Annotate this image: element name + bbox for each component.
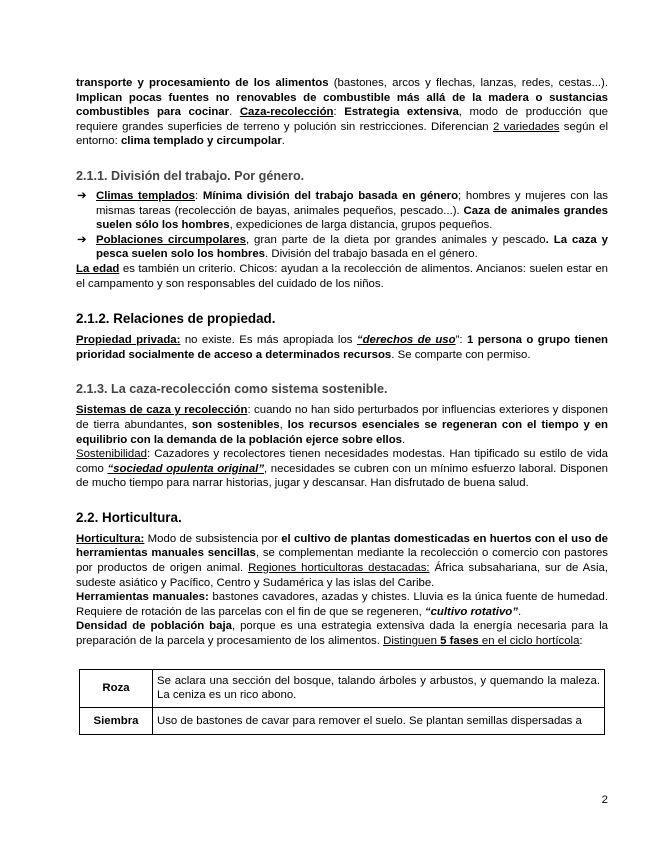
- table-row: [80, 669, 605, 707]
- sistemas-bold-c: son sostenibles: [191, 418, 280, 431]
- horticultura-text-d: , se complementan mediante la recolección o comercio con pastores por productos de origen animal.: [76, 547, 608, 575]
- herramientas-paragraph: [76, 590, 608, 619]
- list-item-climas-templados: [76, 189, 608, 233]
- list-item-poblaciones-circumpolares: [76, 233, 608, 262]
- item2-bold-c: . La caza y pesca suelen solo los hombres: [96, 233, 609, 261]
- propiedad-bold-e: 1 persona o grupo tienen prioridad socialmente de acceso a determinados recursos: [76, 334, 608, 361]
- propiedad-text-d: ”:: [455, 334, 467, 347]
- item2-text-d: . División del trabajo basada en el género.: [265, 248, 478, 261]
- horticultura-text-f: África subsahariana, sur de Asia, sudeste asiático y Pacífico, Centro y Sudamérica y las islas del Caribe.: [76, 562, 608, 589]
- horticultura-label: Horticultura:: [76, 532, 145, 545]
- intro-caza-recoleccion: Caza-recolección: [239, 106, 334, 119]
- intro-bold-3: Implican pocas fuentes no renovables de combustible más allá de la madera o sustancias combustibles para cocinar: [76, 91, 608, 119]
- item1-text-b: :: [194, 189, 203, 202]
- heading-2-1-1: 2.1.1. División del trabajo. Por género.: [76, 168, 305, 183]
- distinguen-text: Distinguen: [383, 635, 441, 648]
- horticultura-paragraph: [76, 532, 608, 590]
- densidad-text-f: :: [579, 635, 583, 648]
- phase-cell: Siembra: [80, 707, 153, 735]
- densidad-label: Densidad de población baja: [76, 620, 232, 633]
- cinco-fases: 5 fases: [440, 635, 479, 648]
- page-number: 2: [601, 794, 608, 806]
- item2-text-b: , gran parte de la dieta por grandes animales y pescado: [245, 233, 546, 246]
- heading-2-2: 2.2. Horticultura.: [76, 509, 182, 525]
- sistemas-bold-e: los recursos esenciales se regeneran con el tiempo y en equilibrio con la demanda de la población ejerce sobre ellos: [76, 418, 608, 446]
- densidad-text-b: , porque es una estrategia extensiva dada la energía necesaria para la preparación de la parcela y procesamiento de los alimentos.: [76, 620, 609, 648]
- propiedad-text-f: . Se comparte con permiso.: [391, 348, 531, 361]
- intro-text-4: .: [229, 106, 240, 119]
- arrow-right-icon: ➔: [77, 189, 87, 202]
- document-page: [76, 76, 608, 735]
- sostenibilidad-label: Sostenibilidad: [76, 448, 147, 461]
- intro-bold-1: transporte y procesamiento de los alimentos: [76, 77, 329, 89]
- sostenibilidad-text-d: , necesidades se cubren con un mínimo esfuerzo laboral. Disponen de mucho tiempo para narrar historias, jugar y descansar. Han disfrutado de buena salud.: [76, 462, 608, 490]
- densidad-paragraph: [76, 619, 608, 648]
- sistemas-text-d: ,: [279, 418, 288, 431]
- poblaciones-circumpolares-label: Poblaciones circumpolares: [96, 233, 246, 246]
- herramientas-text-b: bastones cavadores, azadas y chistes. Lluvia es la única fuente de humedad. Requiere de rotación de las parcelas con el fin de que se regeneren,: [76, 591, 608, 618]
- ciclo-horticola: en el ciclo hortícola: [478, 635, 580, 648]
- sistemas-text-b: : cuando no han sido perturbados por influencias exteriores y disponen de tierra abundantes,: [76, 404, 608, 431]
- horticultura-text-b: Modo de subsistencia por: [144, 532, 282, 545]
- regiones-label: Regiones horticultoras destacadas:: [248, 562, 430, 575]
- intro-text-6: :: [333, 106, 345, 119]
- item1-bold-c: Mínima división del trabajo basada en género: [202, 189, 459, 202]
- la-edad-label: La edad: [76, 262, 120, 275]
- phase-desc-cell: Se aclara una sección del bosque, talando árboles y arbustos, y quemando la maleza. La ceniza es un rico abono.: [153, 669, 605, 707]
- edad-paragraph: [76, 262, 608, 291]
- horticultura-bold-c: el cultivo de plantas domesticadas en huertos con el uso de herramientas manuales sencillas: [76, 532, 608, 560]
- cultivo-rotativo: “cultivo rotativo”: [424, 605, 518, 618]
- intro-clima: clima templado y circumpolar: [120, 135, 282, 148]
- phase-desc-cell: Uso de bastones de cavar para remover el suelo. Se plantan semillas dispersadas a: [153, 707, 605, 735]
- intro-text-12: .: [281, 135, 285, 148]
- sistemas-label: Sistemas de caza y recolección: [76, 404, 248, 417]
- intro-2-variedades: 2 variedades: [493, 120, 560, 133]
- intro-text-2: (bastones, arcos y flechas, lanzas, redes, cestas...).: [328, 77, 608, 89]
- intro-text-8: , modo de producción que requiere grandes superficies de terreno y polución sin restricciones. Diferencian: [76, 106, 608, 133]
- derechos-de-uso: “derechos de uso: [356, 334, 456, 347]
- climas-templados-label: Climas templados: [96, 189, 195, 202]
- sociedad-opulenta: “sociedad opulenta original”: [107, 462, 265, 475]
- sistemas-paragraph: [76, 403, 608, 447]
- propiedad-text-b: no existe. Es más apropiada los: [180, 334, 357, 347]
- propiedad-privada-label: Propiedad privada:: [76, 334, 181, 347]
- edad-text: es también un criterio. Chicos: ayudan a la recolección de alimentos. Ancianos: suelen estar en el campamento y son responsables del cuidado de los niños.: [76, 262, 608, 290]
- intro-estrategia: Estrategia extensiva: [344, 106, 459, 119]
- heading-2-1-2: 2.1.2. Relaciones de propiedad.: [76, 311, 276, 327]
- sistemas-text-f: .: [402, 433, 406, 446]
- item1-bold-e: Caza de animales grandes suelen sólo los hombres: [96, 204, 608, 232]
- intro-text-10: según el entorno:: [76, 120, 608, 148]
- propiedad-paragraph: [76, 333, 608, 362]
- item1-text-d: ; hombres y mujeres con las mismas tareas (recolección de bayas, animales pequeños, pescado...).: [96, 189, 608, 217]
- sostenibilidad-text-b: : Cazadores y recolectores tienen necesidades modestas. Han tipificado su estilo de vida como: [76, 448, 608, 475]
- climate-list: [76, 189, 608, 262]
- herramientas-text-d: .: [517, 605, 522, 618]
- herramientas-label: Herramientas manuales:: [76, 591, 209, 604]
- intro-paragraph: [76, 76, 608, 149]
- arrow-right-icon: ➔: [77, 233, 87, 246]
- table-row: [80, 707, 605, 735]
- phase-cell: Roza: [80, 669, 153, 707]
- heading-2-1-3: 2.1.3. La caza-recolección como sistema sostenible.: [76, 382, 388, 397]
- item1-text-f: , expediciones de larga distancia, grupos pequeños.: [229, 219, 493, 232]
- fases-table: [79, 669, 605, 736]
- sostenibilidad-paragraph: [76, 447, 608, 491]
